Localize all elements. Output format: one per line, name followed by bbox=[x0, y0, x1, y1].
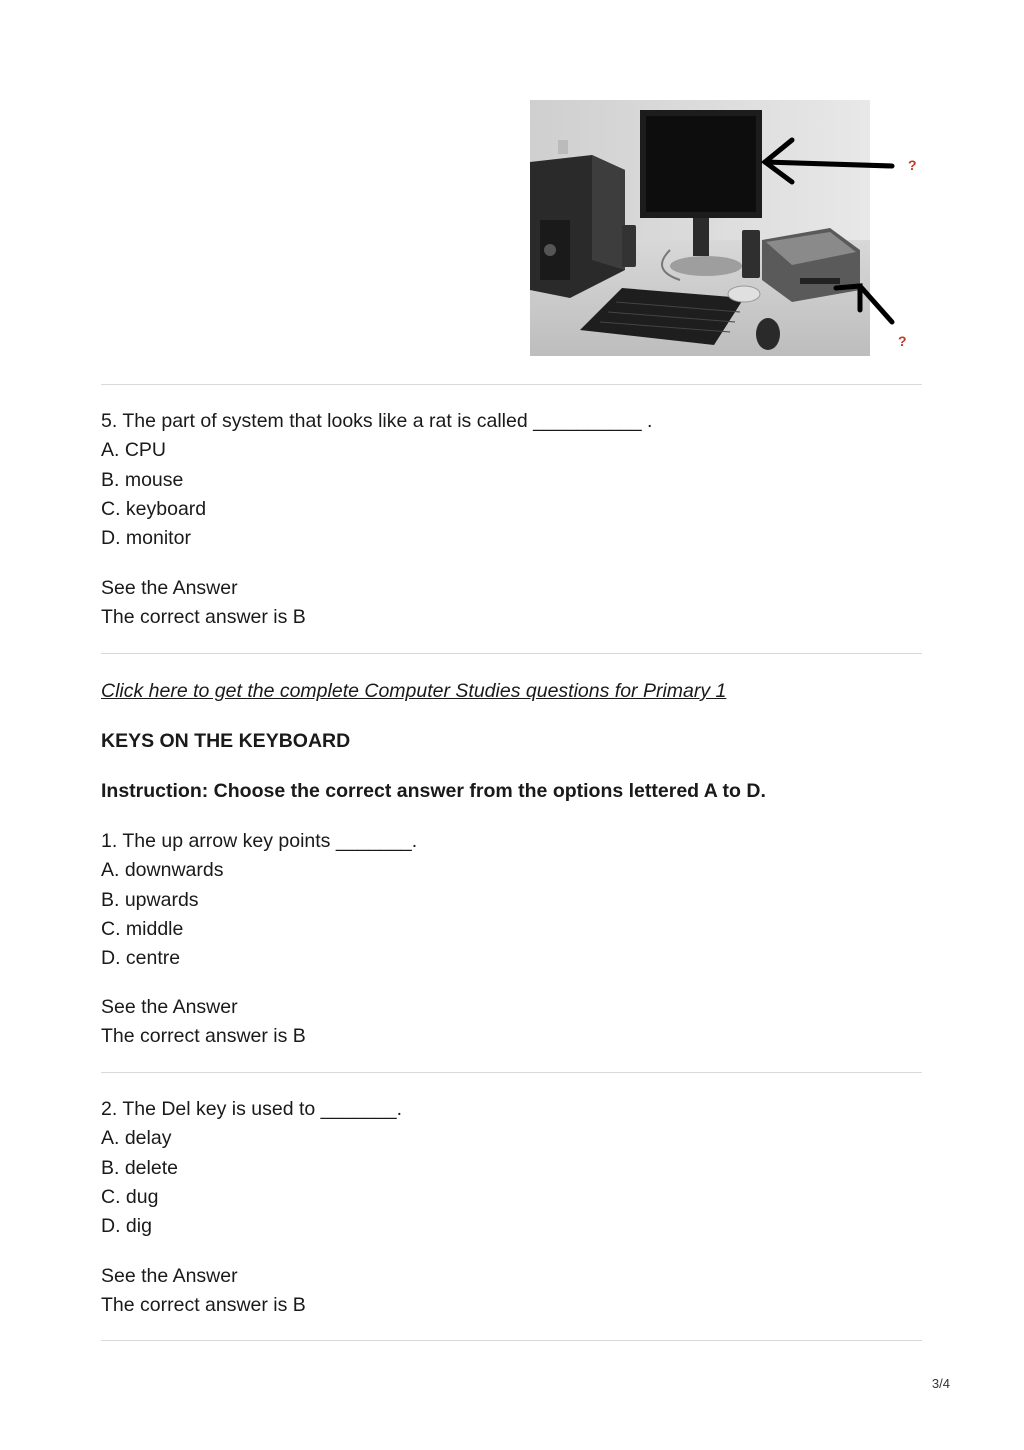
question-text: 1. The up arrow key points _______. bbox=[101, 830, 418, 852]
option-a: A. downwards bbox=[101, 859, 224, 882]
question-mark-bottom: ? bbox=[898, 333, 907, 349]
divider bbox=[101, 1340, 922, 1341]
option-b: B. delete bbox=[101, 1156, 178, 1179]
question-text: 5. The part of system that looks like a rat is called __________ . bbox=[101, 410, 653, 432]
question-5-block bbox=[101, 407, 923, 553]
instruction-text: Instruction: Choose the correct answer from the options lettered A to D. bbox=[101, 780, 766, 802]
computer-illustration bbox=[530, 100, 922, 356]
option-d: D. centre bbox=[101, 947, 181, 970]
option-d: D. monitor bbox=[101, 527, 191, 550]
computer-system-photo bbox=[530, 100, 922, 356]
divider bbox=[101, 1072, 922, 1073]
question-1-block bbox=[101, 827, 923, 973]
option-c: C. middle bbox=[101, 917, 184, 940]
complete-questions-link[interactable]: Click here to get the complete Computer Studies questions for Primary 1 bbox=[101, 680, 727, 702]
section-heading: KEYS ON THE KEYBOARD bbox=[101, 730, 351, 752]
divider bbox=[101, 384, 922, 385]
option-a: A. CPU bbox=[101, 439, 167, 462]
question-5-answer bbox=[101, 574, 923, 633]
correct-answer-text: The correct answer is B bbox=[101, 1025, 306, 1048]
question-mark-top: ? bbox=[908, 157, 917, 173]
option-c: C. keyboard bbox=[101, 497, 207, 520]
correct-answer-text: The correct answer is B bbox=[101, 1294, 306, 1317]
instruction-row bbox=[101, 777, 923, 806]
section-heading-row bbox=[101, 727, 923, 756]
option-b: B. mouse bbox=[101, 468, 184, 491]
correct-answer-text: The correct answer is B bbox=[101, 606, 306, 629]
option-b: B. upwards bbox=[101, 888, 199, 911]
question-text: 2. The Del key is used to _______. bbox=[101, 1098, 403, 1120]
see-answer-toggle[interactable]: See the Answer bbox=[101, 1265, 238, 1287]
option-d: D. dig bbox=[101, 1215, 152, 1238]
question-1-answer bbox=[101, 993, 923, 1052]
option-a: A. delay bbox=[101, 1127, 172, 1150]
see-answer-toggle[interactable]: See the Answer bbox=[101, 577, 238, 599]
option-c: C. dug bbox=[101, 1185, 159, 1208]
link-row bbox=[101, 677, 923, 706]
see-answer-toggle[interactable]: See the Answer bbox=[101, 996, 238, 1018]
divider bbox=[101, 653, 922, 654]
question-2-answer bbox=[101, 1262, 923, 1321]
question-2-block bbox=[101, 1095, 923, 1241]
page-number: 3/4 bbox=[931, 1376, 950, 1391]
